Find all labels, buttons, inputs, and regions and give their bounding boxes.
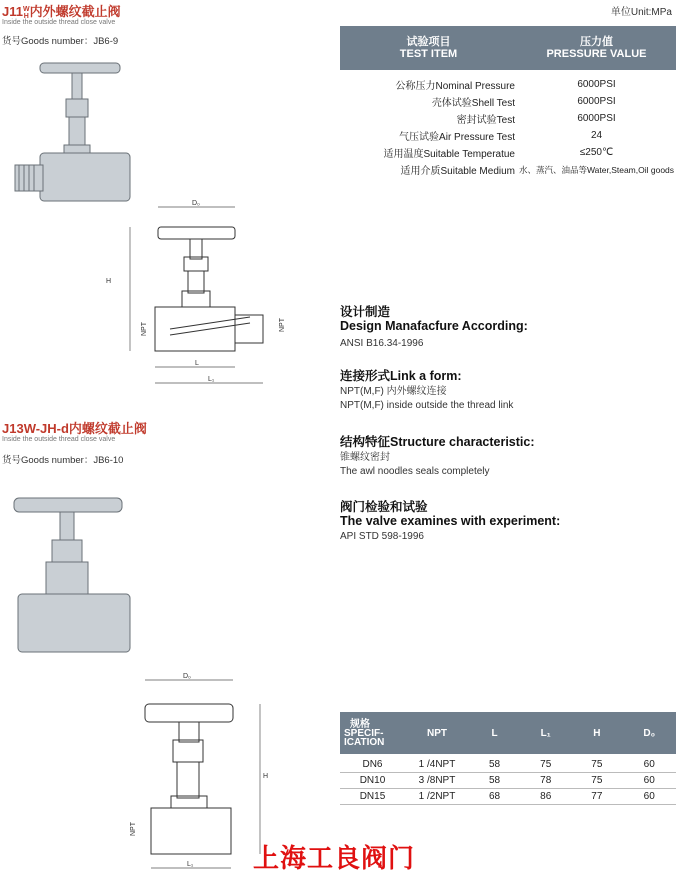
pressure-table xyxy=(340,26,676,178)
product2-photo xyxy=(10,490,150,670)
drawing1-label-h: H xyxy=(106,278,112,285)
spec-header-l: L xyxy=(469,712,520,756)
drawing1-label-npt-right: NPT xyxy=(279,318,286,332)
section-link-form: 连接形式Link a form: NPT(M,F) 内外螺纹连接 NPT(M,F) inside outside the thread link xyxy=(340,369,514,411)
product1-subtitle: Inside the outside thread close valve xyxy=(2,19,116,26)
table-row: 密封试验Test 6000PSI xyxy=(456,113,616,126)
table-row: DN6 1 /4NPT 58 75 75 60 xyxy=(340,756,676,772)
product1-photo xyxy=(10,55,140,210)
product2-drawing xyxy=(115,670,275,875)
table-row: 公称压力Nominal Pressure 6000PSI xyxy=(340,73,676,93)
drawing2-label-h: H xyxy=(263,773,269,780)
drawing2-label-npt: NPT xyxy=(130,822,137,836)
drawing2-label-d0: D₀ xyxy=(183,673,191,680)
table-row: 气压试验Air Pressure Test 24 xyxy=(399,130,603,143)
unit-label: 单位Unit:MPa xyxy=(610,7,672,18)
drawing2-label-l1: L₁ xyxy=(187,861,194,868)
section-design: 设计制造 Design Manafacfure According: ANSI B16.34-1996 xyxy=(340,305,528,349)
pressure-header-item: 试验项目 TEST ITEM xyxy=(340,26,517,73)
pressure-header-value: 压力值 PRESSURE VALUE xyxy=(517,26,676,73)
spec-header-d0: D₀ xyxy=(622,712,676,756)
product1-title: J11W H内外螺纹截止阀 xyxy=(2,4,121,20)
table-row: DN15 1 /2NPT 68 86 77 60 xyxy=(340,788,676,804)
product2-subtitle: Inside the outside thread close valve xyxy=(2,436,116,443)
spec-table xyxy=(340,712,676,805)
table-row: 适用介质Suitable Medium 水、蒸汽、油品等Water,Steam,Oil goods xyxy=(400,164,675,177)
section-inspection: 阀门检验和试验 The valve examines with experiment: API STD 598-1996 xyxy=(340,500,561,542)
spec-header-spec: 规格 SPECIF- ICATION xyxy=(340,712,405,756)
drawing1-label-d0: D₀ xyxy=(192,200,200,207)
spec-header-npt: NPT xyxy=(405,712,469,756)
section-structure: 结构特征Structure characteristic: 锥螺纹密封 The awl noodles seals completely xyxy=(340,435,535,477)
drawing1-label-l: L xyxy=(195,360,199,367)
brand-logo-text: 上海工良阀门 xyxy=(253,844,416,874)
table-row: DN10 3 /8NPT 58 78 75 60 xyxy=(340,772,676,788)
product1-goods-number: 货号Goods number：JB6-9 xyxy=(2,36,119,47)
table-row: 适用温度Suitable Temperatue ≤250℃ xyxy=(383,147,614,160)
spec-header-l1: L₁ xyxy=(520,712,571,756)
product2-title: J13W-JH-d内螺纹截止阀 xyxy=(2,421,147,436)
drawing1-label-l1: L₁ xyxy=(208,376,215,383)
table-row: 壳体试验Shell Test 6000PSI xyxy=(431,96,616,109)
product2-goods-number: 货号Goods number：JB6-10 xyxy=(2,455,124,466)
spec-header-h: H xyxy=(571,712,622,756)
drawing1-label-npt-left: NPT xyxy=(141,322,148,336)
product1-drawing xyxy=(100,195,300,395)
